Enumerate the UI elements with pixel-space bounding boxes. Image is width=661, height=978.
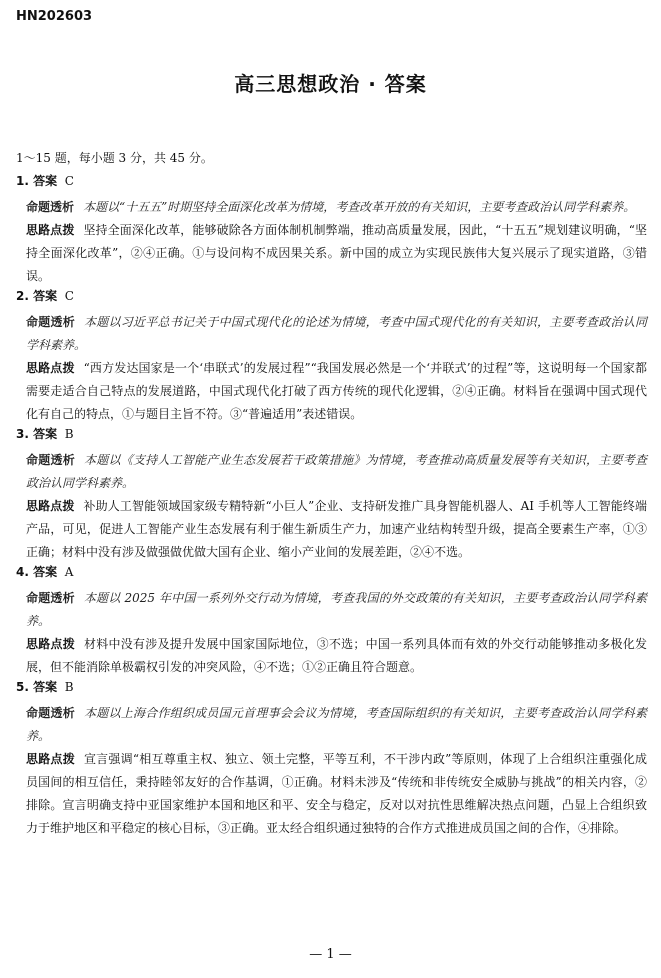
analysis-text: 本题以《支持人工智能产业生态发展若干政策措施》为情境，考查推动高质量发展等有关知识，主要考查政治认同学科素养。 bbox=[26, 453, 647, 490]
question-block bbox=[16, 679, 647, 840]
document-code: HN202603 bbox=[16, 9, 93, 24]
analysis-label: 命题透析 bbox=[26, 453, 75, 467]
idea-text: 宣言强调“相互尊重主权、独立、领土完整，平等互利，不干涉内政”等原则，体现了上合组织注重强化成员国间的相互信任，秉持睦邻友好的合作基调，①正确。材料未涉及“传统和非传统安全威胁与挑战”的相关内容，②排除。宣言明确支持中亚国家维护本国和地区和平、安全与稳定，反对以对抗性思维解决热点问题，凸显上合组织致力于维护地区和平稳定的核心目标，③正确。亚太经合组织通过独特的合作方式推进成员国之间的合作，④排除。 bbox=[26, 752, 647, 835]
question-block bbox=[16, 173, 647, 288]
question-block bbox=[16, 426, 647, 564]
analysis-label: 命题透析 bbox=[26, 315, 75, 329]
analysis-label: 命题透析 bbox=[26, 706, 75, 720]
answer-letter: C bbox=[64, 289, 74, 303]
idea-text: 补助人工智能领域国家级专精特新“小巨人”企业、支持研发推广具身智能机器人、AI 手机等人工智能终端产品，可见，促进人工智能产业生态发展有利于催生新质生产力，加速产业结构转型升级，提高全要素生产率，①③正确；材料中没有涉及做强做优做大国有企业、缩小产业间的发展差距，②④不选。 bbox=[26, 499, 647, 559]
section-intro: 1～15 题，每小题 3 分，共 45 分。 bbox=[16, 151, 213, 165]
analysis-text: 本题以 2025 年中国一系列外交行动为情境，考查我国的外交政策的有关知识，主要考查政治认同学科素养。 bbox=[26, 591, 647, 628]
answer-letter: C bbox=[64, 174, 74, 188]
analysis-text: 本题以上海合作组织成员国元首理事会会议为情境，考查国际组织的有关知识，主要考查政治认同学科素养。 bbox=[26, 706, 647, 743]
analysis-paragraph bbox=[26, 702, 647, 748]
idea-paragraph bbox=[26, 219, 647, 288]
idea-paragraph bbox=[26, 357, 647, 426]
idea-text: “西方发达国家是一个‘串联式’的发展过程”“我国发展必然是一个‘并联式’的过程”等，这说明每一个国家都需要走适合自己特点的发展道路，中国式现代化打破了西方传统的现代化逻辑，②④正确。材料旨在强调中国式现代化有自己的特点，①与题目主旨不符。③“普遍适用”表述错误。 bbox=[26, 361, 647, 421]
analysis-paragraph bbox=[26, 196, 647, 219]
question-label: 2. 答案 bbox=[16, 289, 58, 303]
answer-letter: B bbox=[64, 680, 74, 694]
question-head bbox=[16, 288, 647, 311]
idea-paragraph bbox=[26, 633, 647, 679]
idea-label: 思路点拨 bbox=[26, 752, 75, 766]
question-block bbox=[16, 564, 647, 679]
idea-paragraph bbox=[26, 495, 647, 564]
question-head bbox=[16, 679, 647, 702]
page-title: 高三思想政治 · 答案 bbox=[234, 72, 427, 96]
question-label: 1. 答案 bbox=[16, 174, 58, 188]
analysis-text: 本题以“十五五”时期坚持全面深化改革为情境，考查改革开放的有关知识，主要考查政治认同学科素养。 bbox=[83, 200, 636, 214]
question-head bbox=[16, 173, 647, 196]
idea-label: 思路点拨 bbox=[26, 223, 75, 237]
idea-text: 材料中没有涉及提升发展中国家国际地位，③不选；中国一系列具体而有效的外交行动能够推动多极化发展，但不能消除单极霸权引发的冲突风险，④不选；①②正确且符合题意。 bbox=[26, 637, 647, 674]
idea-paragraph bbox=[26, 748, 647, 840]
idea-label: 思路点拨 bbox=[26, 499, 75, 513]
analysis-paragraph bbox=[26, 311, 647, 357]
answer-letter: B bbox=[64, 427, 74, 441]
page-number: — 1 — bbox=[309, 947, 352, 962]
analysis-text: 本题以习近平总书记关于中国式现代化的论述为情境，考查中国式现代化的有关知识，主要考查政治认同学科素养。 bbox=[26, 315, 647, 352]
idea-label: 思路点拨 bbox=[26, 361, 75, 375]
question-label: 5. 答案 bbox=[16, 680, 58, 694]
answer-letter: A bbox=[64, 565, 74, 579]
idea-label: 思路点拨 bbox=[26, 637, 75, 651]
answer-content bbox=[16, 150, 647, 840]
analysis-label: 命题透析 bbox=[26, 200, 75, 214]
analysis-paragraph bbox=[26, 587, 647, 633]
question-label: 4. 答案 bbox=[16, 565, 58, 579]
question-label: 3. 答案 bbox=[16, 427, 58, 441]
idea-text: 坚持全面深化改革，能够破除各方面体制机制弊端，推动高质量发展，因此，“十五五”规划建议明确，“坚持全面深化改革”，②④正确。①与设问构不成因果关系。新中国的成立为实现民族伟大复兴展示了现实道路，③错误。 bbox=[26, 223, 647, 283]
analysis-label: 命题透析 bbox=[26, 591, 75, 605]
question-block bbox=[16, 288, 647, 426]
question-head bbox=[16, 426, 647, 449]
analysis-paragraph bbox=[26, 449, 647, 495]
question-head bbox=[16, 564, 647, 587]
